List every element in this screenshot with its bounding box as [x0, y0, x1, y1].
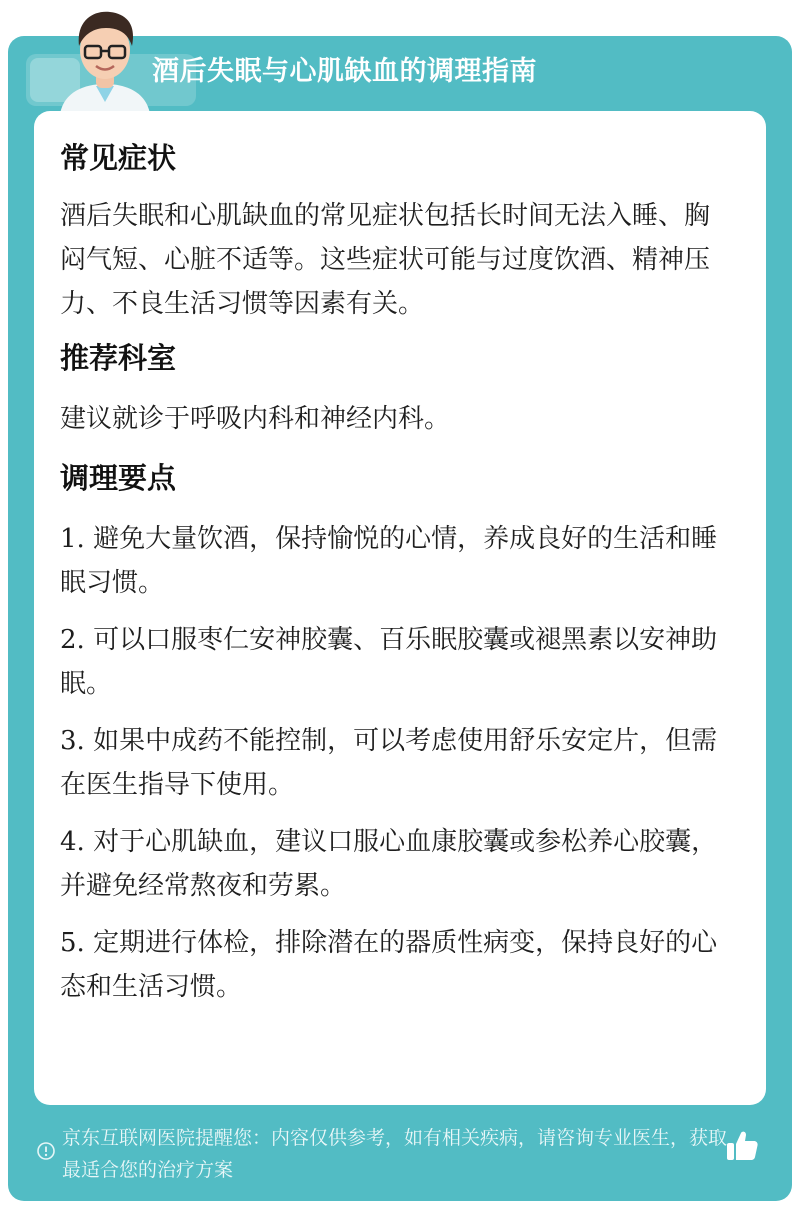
list-item-text: 避免大量饮酒，保持愉悦的心情，养成良好的生活和睡眠习惯。 [60, 524, 718, 598]
list-item-text: 定期进行体检，排除潜在的器质性病变，保持良好的心态和生活习惯。 [60, 928, 718, 1002]
guide-content [60, 128, 730, 1009]
page-title: 酒后失眠与心肌缺血的调理指南 [152, 56, 537, 87]
list-item [60, 921, 730, 1009]
list-item-number: 3. [60, 726, 85, 756]
list-item [60, 618, 730, 706]
thumbs-up-icon[interactable] [724, 1128, 760, 1164]
list-item-number: 4. [60, 827, 85, 857]
list-item-text: 对于心肌缺血，建议口服心血康胶囊或参松养心胶囊，并避免经常熬夜和劳累。 [60, 827, 718, 901]
doctor-avatar-icon [50, 6, 160, 114]
section-title-department: 推荐科室 [60, 341, 177, 375]
disclaimer-text: 京东互联网医院提醒您：内容仅供参考，如有相关疾病，请咨询专业医生，获取最适合您的治疗方案 [62, 1127, 728, 1181]
section-text-department: 建议就诊于呼吸内科和神经内科。 [60, 404, 451, 434]
info-circle-icon [36, 1141, 56, 1161]
list-item-text: 可以口服枣仁安神胶囊、百乐眠胶囊或褪黑素以安神助眠。 [60, 625, 718, 699]
section-title-care-points: 调理要点 [60, 461, 177, 495]
list-item-number: 5. [60, 928, 85, 958]
section-title-symptoms: 常见症状 [60, 141, 177, 175]
list-item [60, 820, 730, 908]
list-item [60, 719, 730, 807]
list-item-text: 如果中成药不能控制，可以考虑使用舒乐安定片，但需在医生指导下使用。 [60, 726, 718, 800]
list-item [60, 517, 730, 605]
list-item-number: 2. [60, 625, 85, 655]
section-text-symptoms: 酒后失眠和心肌缺血的常见症状包括长时间无法入睡、胸闷气短、心脏不适等。这些症状可能与过度饮酒、精神压力、不良生活习惯等因素有关。 [60, 201, 711, 319]
list-item-number: 1. [60, 524, 85, 554]
